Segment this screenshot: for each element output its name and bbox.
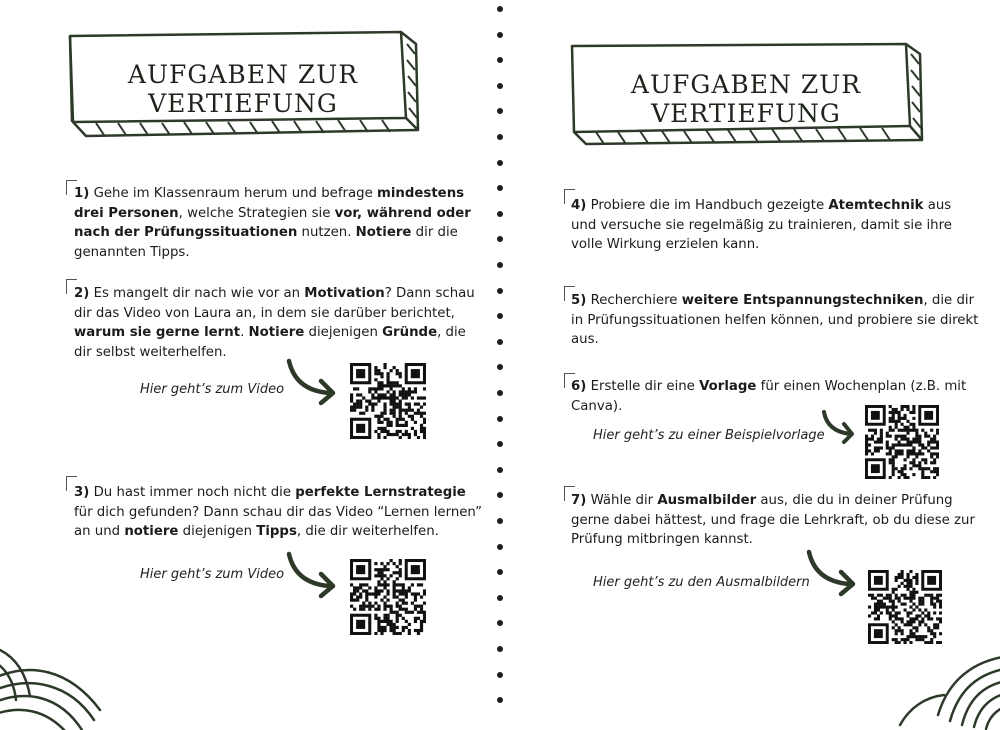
video-link-hint: Hier geht’s zum Video: [140, 567, 285, 582]
qr-code-icon[interactable]: [865, 405, 939, 479]
qr-code-icon[interactable]: [868, 570, 942, 644]
task-1: 1) Gehe im Klassenraum herum und befrage mindestens drei Personen, welche Strategien sie vor, während oder nach der Prüfungssituationen nutzen. Notiere dir die genannten Tipps.: [74, 186, 471, 260]
task-4: 4) Probiere die im Handbuch gezeigte Atemtechnik aus und versuche sie regelmäßig zu trainieren, damit sie ihre volle Wirkung erzielen kann.: [571, 198, 952, 252]
qr-code-icon[interactable]: [350, 363, 426, 439]
arrow-icon: [803, 548, 863, 598]
swirl-decoration: [880, 645, 1000, 725]
task-2: 2) Es mangelt dir nach wie vor an Motivation? Dann schau dir das Video von Laura an, in dem sie darüber berichtet, warum sie gerne lernt. Notiere diejenigen Gründe, die dir selbst weiterhelfen.: [74, 286, 475, 360]
left-page: [0, 0, 500, 707]
task-5: 5) Recherchiere weitere Entspannungstechniken, die dir in Prüfungssituationen helfen können, und probiere sie direkt aus.: [571, 293, 979, 347]
banner-title: AUFGABEN ZUR VERTIEFUNG: [630, 70, 862, 128]
arrow-icon: [820, 410, 860, 450]
banner-title: AUFGABEN ZUR VERTIEFUNG: [127, 60, 359, 118]
arrow-icon: [283, 357, 343, 407]
template-link-hint: Hier geht’s zu einer Beispielvorlage: [593, 428, 825, 443]
task-6: 6) Erstelle dir eine Vorlage für einen Wochenplan (z.B. mit Canva).: [571, 379, 967, 414]
banner-left: [68, 30, 418, 140]
arrow-icon: [283, 550, 343, 600]
swirl-decoration: [0, 640, 150, 730]
task-3: 3) Du hast immer noch nicht die perfekte Lernstrategie für dich gefunden? Dann schau dir das Video “Lernen lernen” an und notiere diejenigen Tipps, die dir weiterhelfen.: [74, 485, 483, 539]
qr-code-icon[interactable]: [350, 559, 426, 635]
video-link-hint: Hier geht’s zum Video: [140, 382, 285, 397]
task-7: 7) Wähle dir Ausmalbilder aus, die du in deiner Prüfung gerne dabei hättest, und frage die Lehrkraft, ob du diese zur Prüfung mitbringen kannst.: [571, 493, 975, 547]
right-page: [500, 0, 1000, 707]
banner-right: [570, 42, 922, 152]
coloring-link-hint: Hier geht’s zu den Ausmalbildern: [593, 575, 810, 590]
